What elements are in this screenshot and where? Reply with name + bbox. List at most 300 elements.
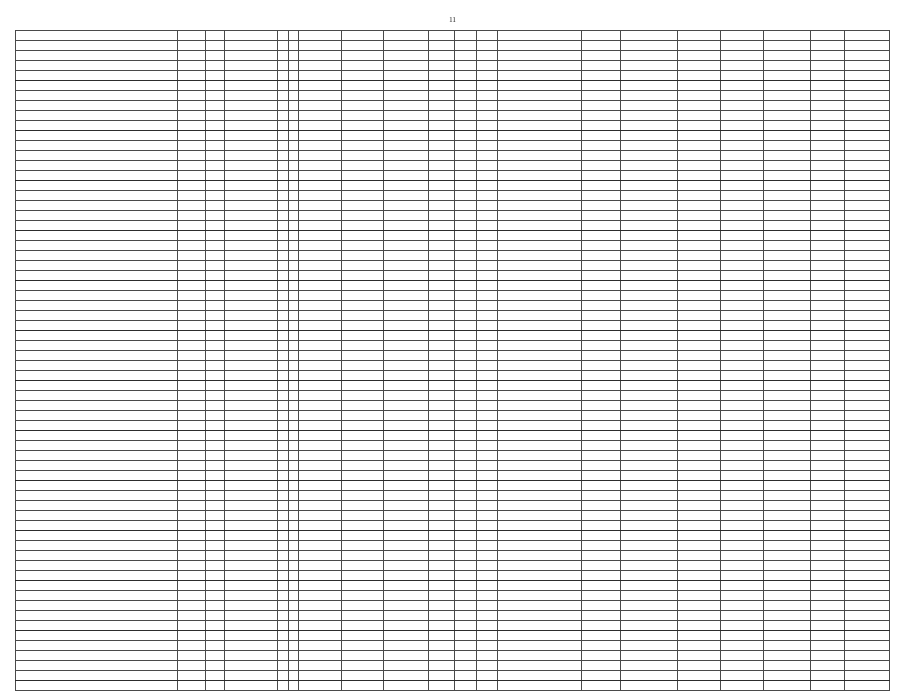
table-cell: [278, 91, 289, 101]
table-cell: [177, 471, 205, 481]
table-cell: [811, 491, 844, 501]
table-cell: [288, 671, 299, 681]
table-row: [16, 231, 890, 241]
table-cell: [720, 251, 763, 261]
table-cell: [476, 431, 497, 441]
table-cell: [720, 531, 763, 541]
table-cell: [811, 581, 844, 591]
table-cell: [16, 281, 178, 291]
table-cell: [720, 441, 763, 451]
table-cell: [177, 411, 205, 421]
table-cell: [177, 631, 205, 641]
table-cell: [764, 491, 811, 501]
table-cell: [288, 191, 299, 201]
table-cell: [278, 291, 289, 301]
table-cell: [720, 591, 763, 601]
table-cell: [764, 131, 811, 141]
table-cell: [16, 491, 178, 501]
table-cell: [177, 141, 205, 151]
table-cell: [844, 291, 889, 301]
table-cell: [621, 91, 677, 101]
table-cell: [844, 441, 889, 451]
table-cell: [764, 271, 811, 281]
table-cell: [720, 31, 763, 41]
table-cell: [225, 41, 278, 51]
table-cell: [429, 331, 455, 341]
table-cell: [811, 651, 844, 661]
table-cell: [621, 301, 677, 311]
table-cell: [455, 391, 476, 401]
table-cell: [497, 551, 581, 561]
table-cell: [384, 91, 429, 101]
table-cell: [225, 341, 278, 351]
table-cell: [225, 401, 278, 411]
table-cell: [225, 151, 278, 161]
table-cell: [177, 481, 205, 491]
table-cell: [581, 561, 620, 571]
table-cell: [720, 571, 763, 581]
table-cell: [299, 441, 341, 451]
table-row: [16, 581, 890, 591]
table-cell: [384, 141, 429, 151]
table-cell: [429, 431, 455, 441]
table-cell: [16, 321, 178, 331]
table-cell: [299, 111, 341, 121]
table-cell: [764, 161, 811, 171]
table-cell: [384, 331, 429, 341]
table-row: [16, 391, 890, 401]
table-cell: [844, 71, 889, 81]
table-cell: [278, 161, 289, 171]
table-cell: [205, 381, 225, 391]
table-cell: [341, 231, 383, 241]
table-cell: [476, 181, 497, 191]
table-cell: [177, 71, 205, 81]
table-row: [16, 221, 890, 231]
table-cell: [764, 321, 811, 331]
table-cell: [299, 641, 341, 651]
table-cell: [205, 551, 225, 561]
table-cell: [720, 551, 763, 561]
table-cell: [341, 341, 383, 351]
table-cell: [384, 581, 429, 591]
table-cell: [844, 671, 889, 681]
table-cell: [476, 251, 497, 261]
table-cell: [621, 211, 677, 221]
table-cell: [497, 631, 581, 641]
table-row: [16, 451, 890, 461]
table-cell: [429, 481, 455, 491]
table-cell: [177, 551, 205, 561]
table-cell: [497, 621, 581, 631]
table-cell: [288, 661, 299, 671]
table-cell: [455, 351, 476, 361]
table-cell: [455, 511, 476, 521]
table-cell: [341, 471, 383, 481]
table-cell: [278, 301, 289, 311]
table-cell: [764, 381, 811, 391]
table-cell: [341, 681, 383, 691]
table-cell: [476, 551, 497, 561]
table-cell: [455, 101, 476, 111]
table-cell: [497, 541, 581, 551]
table-cell: [455, 31, 476, 41]
table-cell: [764, 181, 811, 191]
table-cell: [429, 251, 455, 261]
table-cell: [225, 671, 278, 681]
table-cell: [621, 411, 677, 421]
table-cell: [384, 571, 429, 581]
table-cell: [476, 31, 497, 41]
table-cell: [811, 301, 844, 311]
table-cell: [581, 281, 620, 291]
table-cell: [764, 351, 811, 361]
table-cell: [476, 411, 497, 421]
table-cell: [621, 161, 677, 171]
table-cell: [581, 301, 620, 311]
table-cell: [299, 461, 341, 471]
table-cell: [497, 171, 581, 181]
table-cell: [455, 681, 476, 691]
table-cell: [384, 611, 429, 621]
table-cell: [278, 411, 289, 421]
table-cell: [764, 61, 811, 71]
table-cell: [677, 501, 720, 511]
table-cell: [16, 521, 178, 531]
table-cell: [476, 621, 497, 631]
table-cell: [844, 551, 889, 561]
table-cell: [384, 61, 429, 71]
table-cell: [384, 441, 429, 451]
table-cell: [621, 601, 677, 611]
table-cell: [384, 541, 429, 551]
table-cell: [720, 211, 763, 221]
table-cell: [205, 201, 225, 211]
table-cell: [225, 311, 278, 321]
table-cell: [16, 291, 178, 301]
table-cell: [288, 121, 299, 131]
table-cell: [811, 201, 844, 211]
table-cell: [621, 71, 677, 81]
table-row: [16, 181, 890, 191]
table-cell: [278, 171, 289, 181]
table-cell: [455, 461, 476, 471]
table-cell: [621, 331, 677, 341]
table-row: [16, 541, 890, 551]
table-cell: [278, 191, 289, 201]
table-cell: [677, 491, 720, 501]
table-cell: [581, 441, 620, 451]
table-cell: [225, 291, 278, 301]
table-cell: [677, 411, 720, 421]
table-cell: [384, 601, 429, 611]
table-cell: [288, 371, 299, 381]
table-cell: [811, 191, 844, 201]
table-cell: [205, 191, 225, 201]
table-cell: [497, 661, 581, 671]
table-cell: [429, 661, 455, 671]
table-cell: [621, 61, 677, 71]
table-cell: [455, 111, 476, 121]
table-cell: [205, 571, 225, 581]
table-cell: [497, 401, 581, 411]
table-cell: [497, 261, 581, 271]
table-cell: [288, 621, 299, 631]
table-cell: [844, 571, 889, 581]
table-cell: [677, 351, 720, 361]
table-cell: [299, 141, 341, 151]
table-cell: [497, 301, 581, 311]
table-cell: [288, 281, 299, 291]
table-cell: [288, 391, 299, 401]
table-cell: [455, 51, 476, 61]
table-cell: [581, 381, 620, 391]
table-cell: [764, 111, 811, 121]
table-cell: [720, 71, 763, 81]
table-cell: [225, 541, 278, 551]
table-cell: [225, 371, 278, 381]
table-cell: [677, 181, 720, 191]
table-cell: [177, 521, 205, 531]
table-row: [16, 441, 890, 451]
table-cell: [341, 271, 383, 281]
table-cell: [720, 241, 763, 251]
table-cell: [205, 321, 225, 331]
table-cell: [225, 521, 278, 531]
page-number: 11: [449, 16, 456, 24]
table-cell: [497, 71, 581, 81]
table-cell: [455, 201, 476, 211]
table-cell: [811, 121, 844, 131]
table-cell: [621, 441, 677, 451]
table-cell: [205, 481, 225, 491]
table-cell: [384, 171, 429, 181]
table-cell: [476, 241, 497, 251]
table-cell: [16, 221, 178, 231]
table-cell: [621, 341, 677, 351]
table-cell: [581, 141, 620, 151]
table-cell: [16, 311, 178, 321]
table-row: [16, 611, 890, 621]
table-cell: [677, 401, 720, 411]
table-cell: [177, 301, 205, 311]
table-cell: [177, 511, 205, 521]
table-row: [16, 261, 890, 271]
table-cell: [225, 81, 278, 91]
table-cell: [476, 141, 497, 151]
table-cell: [16, 481, 178, 491]
table-cell: [177, 371, 205, 381]
table-cell: [811, 551, 844, 561]
table-cell: [384, 421, 429, 431]
table-cell: [581, 231, 620, 241]
table-cell: [429, 151, 455, 161]
table-cell: [621, 621, 677, 631]
table-cell: [844, 321, 889, 331]
table-cell: [844, 501, 889, 511]
table-cell: [384, 231, 429, 241]
table-cell: [476, 641, 497, 651]
table-cell: [225, 621, 278, 631]
table-cell: [764, 601, 811, 611]
table-cell: [764, 561, 811, 571]
table-cell: [429, 191, 455, 201]
table-cell: [677, 571, 720, 581]
table-cell: [225, 181, 278, 191]
table-row: [16, 141, 890, 151]
table-cell: [429, 621, 455, 631]
table-cell: [720, 661, 763, 671]
table-cell: [225, 511, 278, 521]
table-row: [16, 251, 890, 261]
table-cell: [225, 381, 278, 391]
table-cell: [288, 611, 299, 621]
table-cell: [581, 581, 620, 591]
table-cell: [299, 651, 341, 661]
table-cell: [341, 591, 383, 601]
table-cell: [225, 591, 278, 601]
table-cell: [764, 401, 811, 411]
table-cell: [844, 141, 889, 151]
table-cell: [341, 481, 383, 491]
table-cell: [384, 41, 429, 51]
table-cell: [225, 321, 278, 331]
table-cell: [621, 51, 677, 61]
table-cell: [16, 541, 178, 551]
table-cell: [225, 431, 278, 441]
table-cell: [764, 251, 811, 261]
table-cell: [581, 71, 620, 81]
table-row: [16, 401, 890, 411]
table-cell: [811, 91, 844, 101]
table-cell: [476, 601, 497, 611]
table-cell: [844, 601, 889, 611]
table-cell: [497, 641, 581, 651]
table-cell: [621, 571, 677, 581]
table-cell: [581, 671, 620, 681]
table-cell: [278, 381, 289, 391]
table-cell: [299, 261, 341, 271]
table-cell: [177, 641, 205, 651]
table-cell: [720, 131, 763, 141]
table-cell: [341, 371, 383, 381]
table-cell: [621, 491, 677, 501]
table-cell: [581, 461, 620, 471]
table-cell: [16, 581, 178, 591]
table-row: [16, 361, 890, 371]
table-cell: [384, 111, 429, 121]
table-cell: [455, 521, 476, 531]
table-cell: [497, 461, 581, 471]
table-cell: [476, 281, 497, 291]
table-cell: [429, 441, 455, 451]
table-cell: [278, 321, 289, 331]
table-cell: [720, 191, 763, 201]
table-cell: [225, 351, 278, 361]
table-cell: [720, 301, 763, 311]
table-cell: [497, 411, 581, 421]
table-cell: [764, 31, 811, 41]
table-cell: [299, 481, 341, 491]
table-cell: [764, 421, 811, 431]
table-cell: [205, 651, 225, 661]
table-cell: [764, 591, 811, 601]
table-cell: [341, 151, 383, 161]
table-cell: [341, 361, 383, 371]
table-cell: [811, 561, 844, 571]
table-cell: [455, 421, 476, 431]
table-cell: [299, 191, 341, 201]
table-cell: [621, 681, 677, 691]
table-cell: [764, 51, 811, 61]
table-cell: [476, 631, 497, 641]
table-cell: [455, 171, 476, 181]
table-cell: [177, 351, 205, 361]
table-cell: [621, 641, 677, 651]
table-cell: [764, 461, 811, 471]
table-cell: [844, 411, 889, 421]
table-cell: [278, 31, 289, 41]
table-cell: [811, 621, 844, 631]
table-cell: [288, 681, 299, 691]
table-row: [16, 601, 890, 611]
table-cell: [476, 121, 497, 131]
table-cell: [205, 171, 225, 181]
table-cell: [299, 371, 341, 381]
table-cell: [225, 471, 278, 481]
table-cell: [341, 351, 383, 361]
table-cell: [455, 331, 476, 341]
table-cell: [278, 641, 289, 651]
table-cell: [497, 91, 581, 101]
table-cell: [621, 201, 677, 211]
table-cell: [341, 391, 383, 401]
table-cell: [811, 601, 844, 611]
table-row: [16, 661, 890, 671]
table-cell: [205, 121, 225, 131]
table-row: [16, 681, 890, 691]
table-row: [16, 351, 890, 361]
table-cell: [720, 201, 763, 211]
table-cell: [429, 341, 455, 351]
table-cell: [16, 131, 178, 141]
table-cell: [844, 261, 889, 271]
table-cell: [455, 191, 476, 201]
table-row: [16, 421, 890, 431]
table-cell: [764, 581, 811, 591]
table-cell: [677, 161, 720, 171]
table-cell: [288, 601, 299, 611]
table-cell: [476, 41, 497, 51]
table-cell: [764, 171, 811, 181]
table-cell: [205, 361, 225, 371]
table-cell: [720, 81, 763, 91]
table-cell: [720, 681, 763, 691]
table-cell: [811, 401, 844, 411]
table-cell: [341, 101, 383, 111]
table-cell: [581, 101, 620, 111]
table-cell: [476, 361, 497, 371]
table-cell: [621, 371, 677, 381]
table-cell: [811, 241, 844, 251]
table-cell: [764, 151, 811, 161]
table-cell: [288, 331, 299, 341]
table-cell: [476, 491, 497, 501]
table-cell: [621, 261, 677, 271]
table-cell: [677, 521, 720, 531]
table-row: [16, 151, 890, 161]
table-cell: [205, 631, 225, 641]
